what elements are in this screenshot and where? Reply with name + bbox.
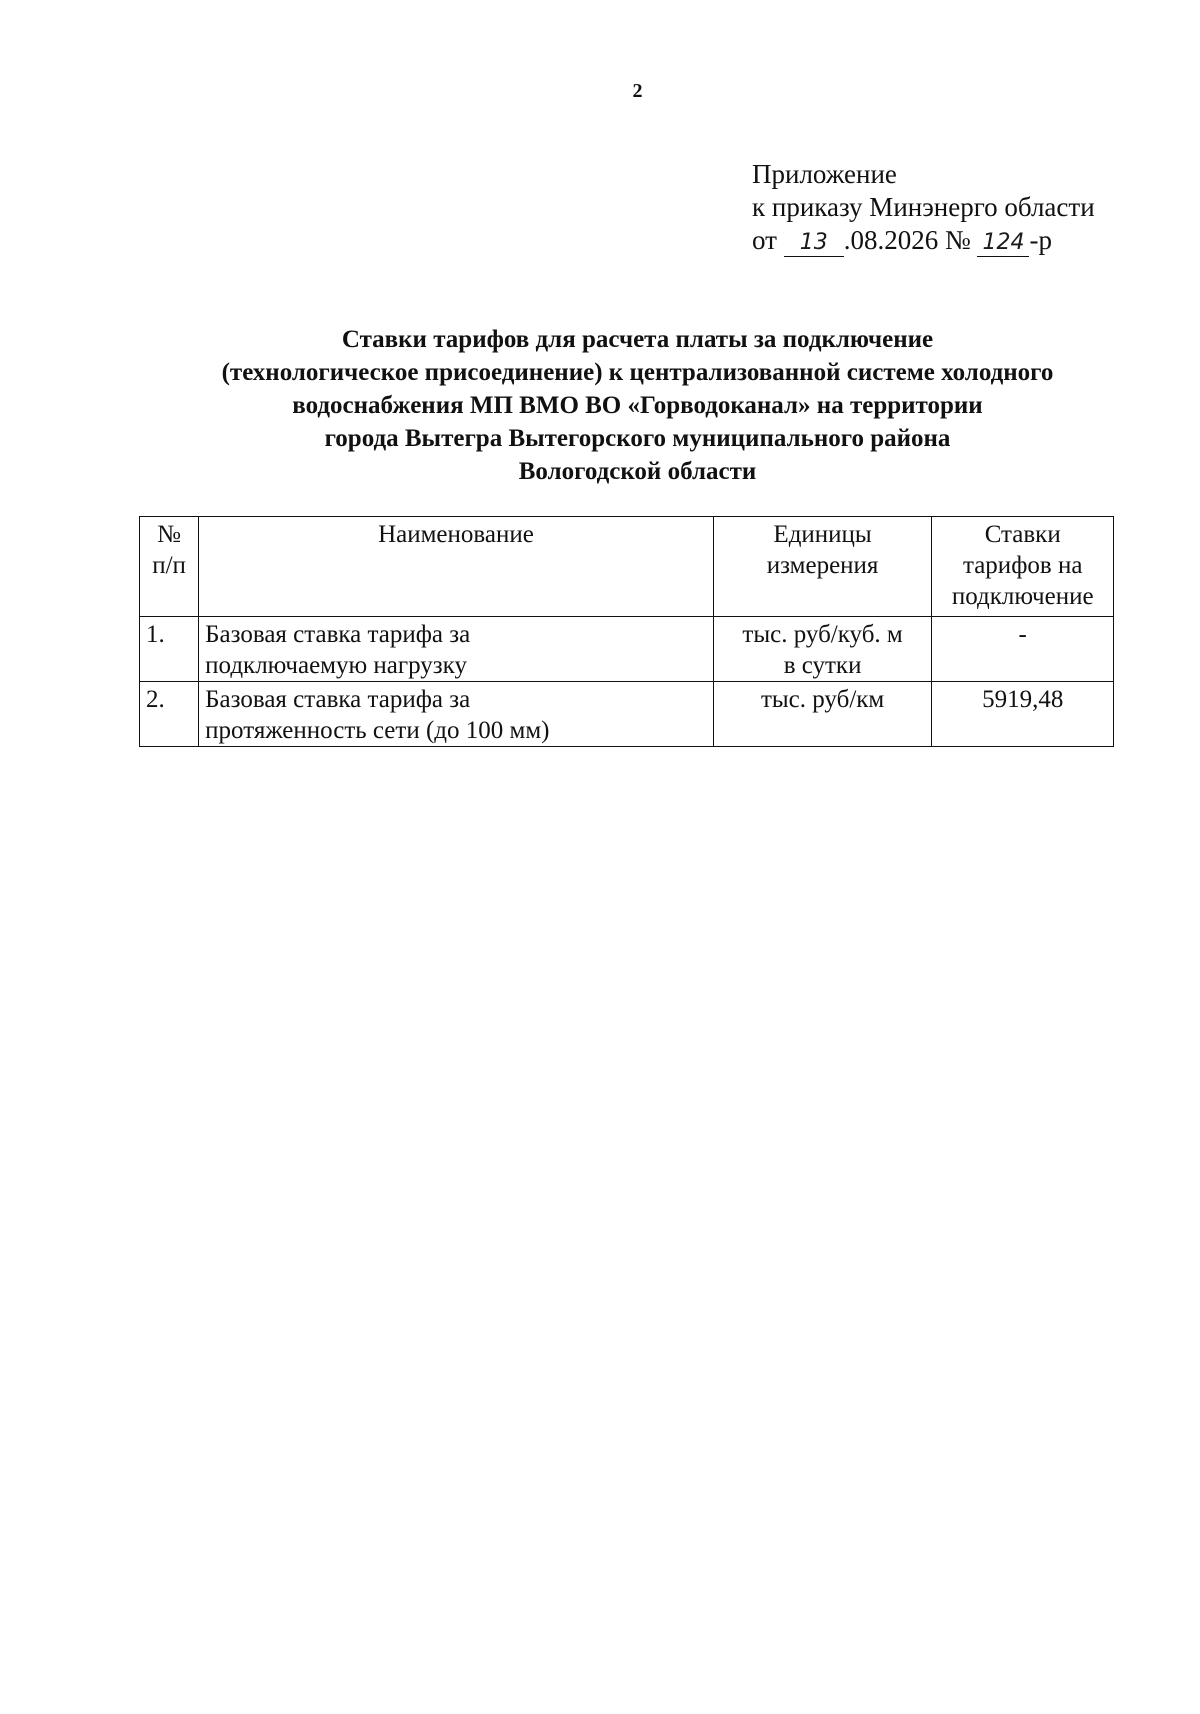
header-name: Наименование (199, 517, 714, 617)
table-row (140, 682, 1114, 747)
header-number-line-2: п/п (152, 552, 186, 579)
row-unit (713, 682, 932, 747)
row-number: 2. (140, 682, 199, 747)
date-rest: .08.2026 № (843, 225, 971, 255)
appendix-order-reference: к приказу Минэнерго области (752, 192, 1095, 222)
row-rate: - (932, 617, 1114, 682)
appendix-block (752, 158, 1095, 257)
header-rate (932, 517, 1114, 617)
appendix-title: Приложение (752, 159, 897, 189)
title-line-2: (технологическое присоединение) к централизованной системе холодного (221, 359, 1054, 386)
title-line-4: города Вытегра Вытегорского муниципального района (324, 425, 951, 452)
header-rate-line-3: подключение (951, 583, 1094, 610)
table-row (140, 617, 1114, 682)
row-name-line-1: Базовая ставка тарифа за (205, 686, 471, 713)
header-rate-line-2: тарифов на (962, 552, 1083, 579)
page-number: 2 (632, 80, 643, 102)
handwritten-order-number: 124 (977, 230, 1029, 257)
row-rate: 5919,48 (932, 682, 1114, 747)
date-prefix: от (752, 225, 777, 255)
title-line-1: Ставки тарифов для расчета платы за подключение (341, 326, 934, 353)
row-name (199, 617, 714, 682)
header-rate-line-1: Ставки (984, 521, 1061, 548)
header-number (140, 517, 199, 617)
row-unit (713, 617, 932, 682)
row-name-line-1: Базовая ставка тарифа за (205, 621, 471, 648)
row-name-line-2: подключаемую нагрузку (205, 652, 467, 679)
document-title (0, 323, 1200, 488)
row-unit-line-1: тыс. руб/км (760, 686, 885, 713)
tariff-table (139, 516, 1114, 747)
row-number: 1. (140, 617, 199, 682)
table-header-row (140, 517, 1114, 617)
order-suffix: -р (1029, 225, 1052, 255)
handwritten-date-day: 13 (784, 230, 844, 257)
header-number-line-1: № (157, 521, 182, 548)
row-unit-line-2: в сутки (783, 652, 862, 679)
header-unit-line-1: Единицы (773, 521, 872, 548)
row-name (199, 682, 714, 747)
row-unit-line-1: тыс. руб/куб. м (742, 621, 903, 648)
appendix-date-number-line (752, 224, 1095, 257)
header-unit-line-2: измерения (766, 552, 879, 579)
row-name-line-2: протяженность сети (до 100 мм) (205, 717, 550, 744)
title-line-5: Вологодской области (518, 458, 757, 485)
header-unit (713, 517, 932, 617)
title-line-3: водоснабжения МП ВМО ВО «Горводоканал» на территории (292, 392, 983, 419)
